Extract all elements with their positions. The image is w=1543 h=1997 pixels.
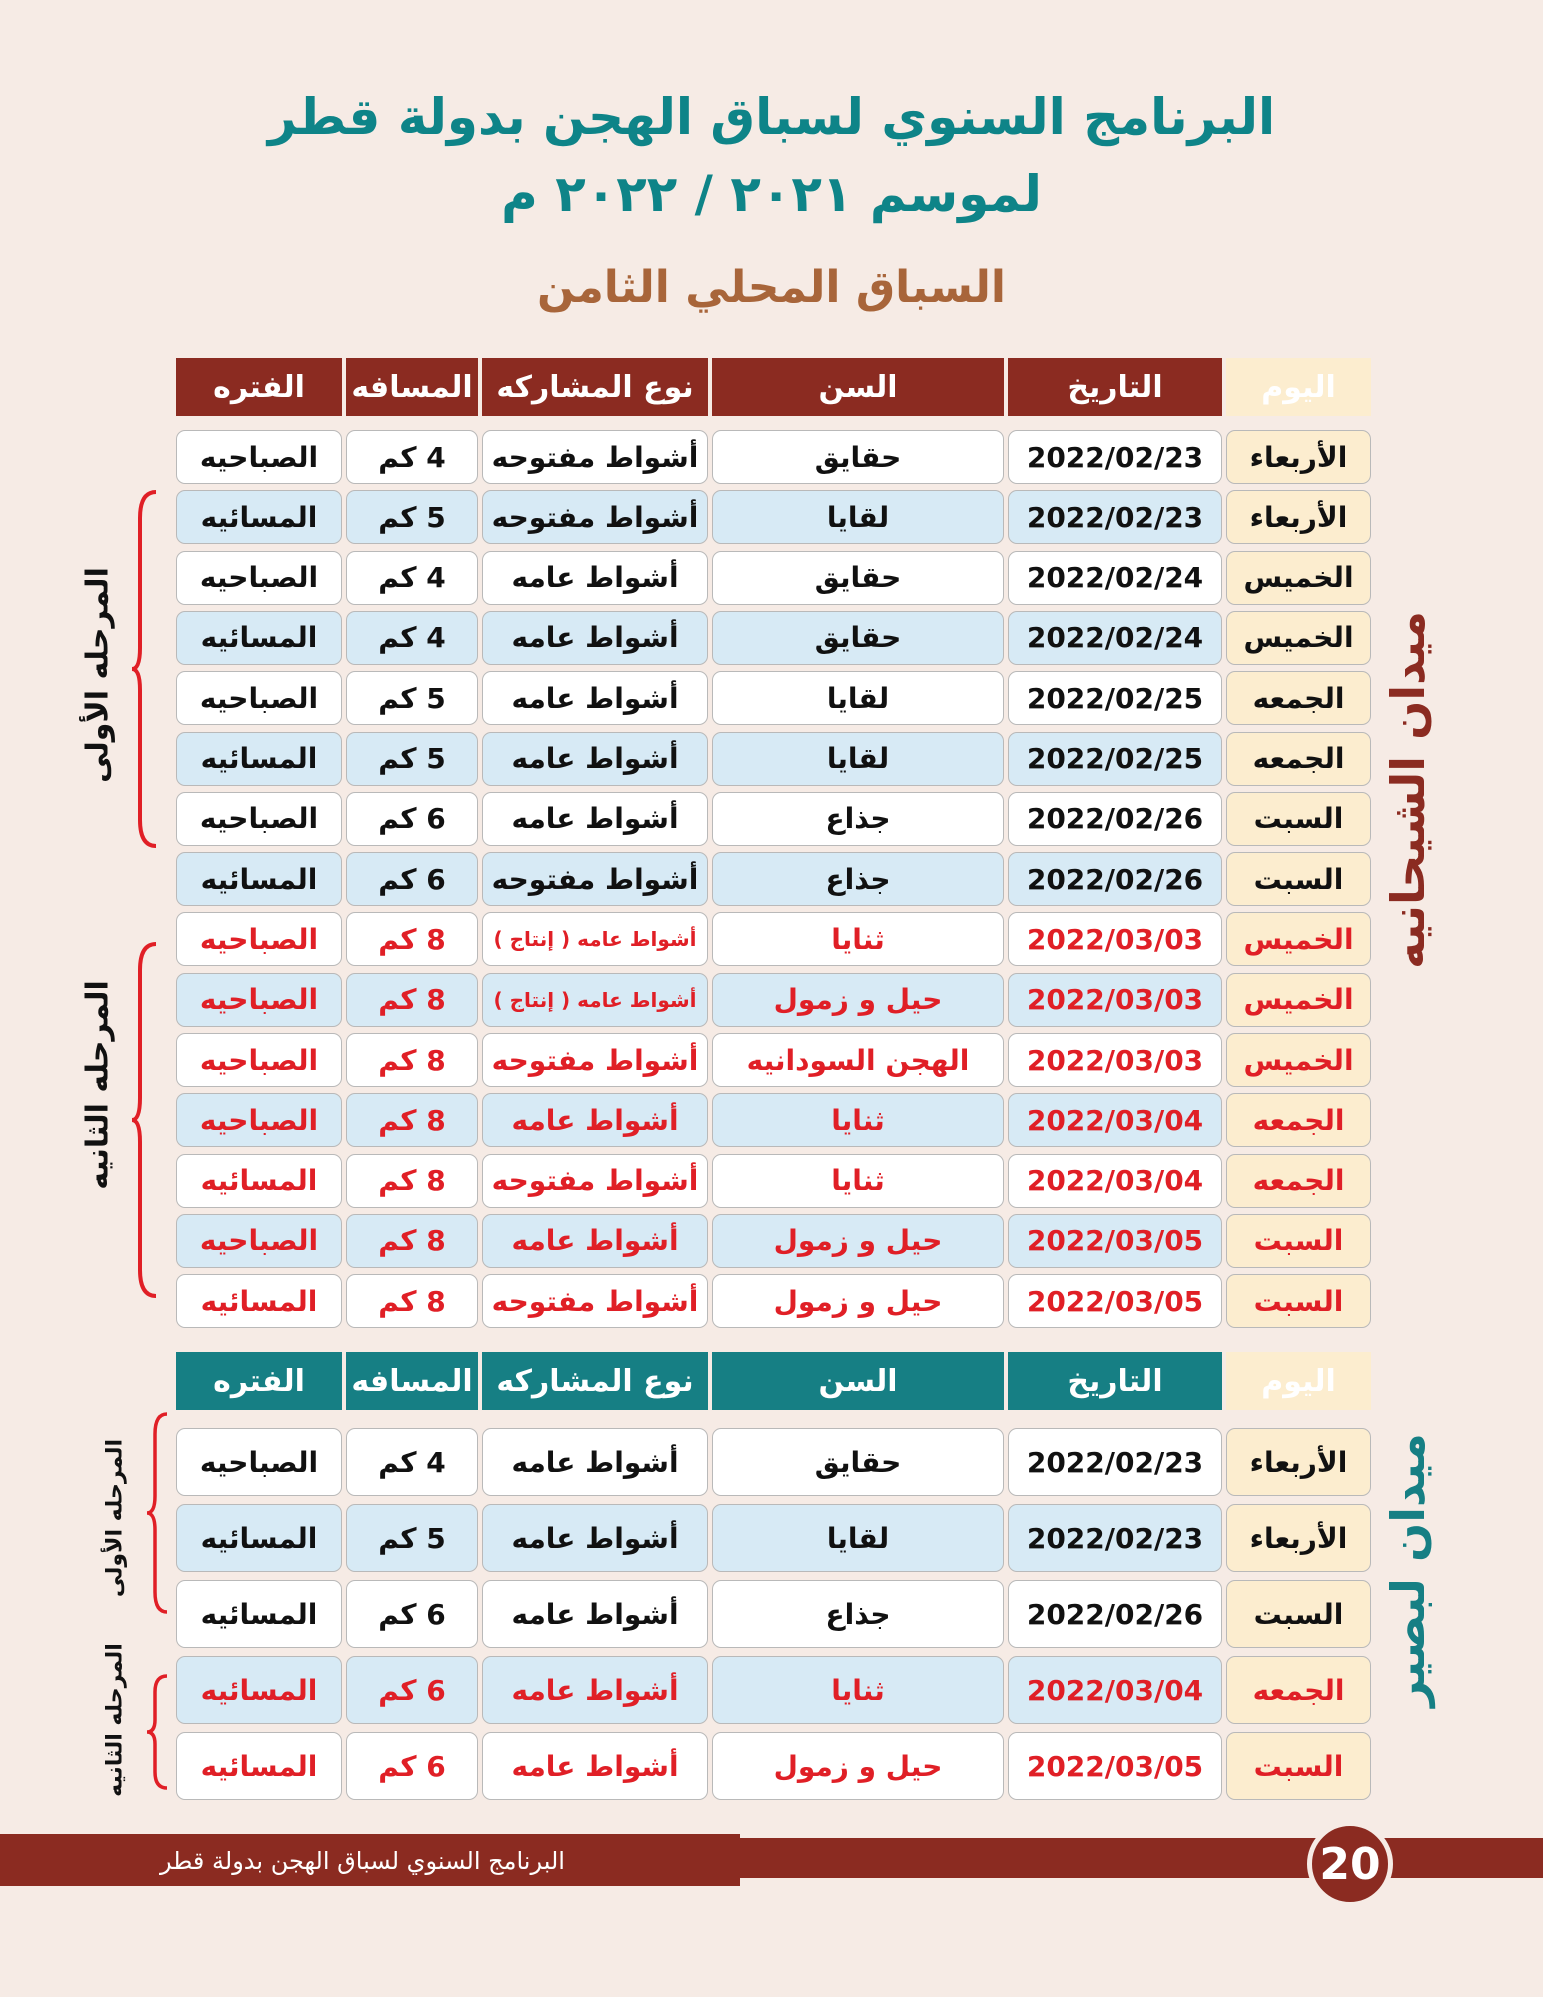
venue-label-lebsair: ميدان لبصير [1381, 1433, 1435, 1707]
cell-day: السبت [1226, 1580, 1371, 1648]
cell-type: أشواط عامه [482, 611, 708, 665]
cell-day: الخميس [1226, 973, 1371, 1027]
stage-label-first-table1: المرحله الأولى [80, 567, 116, 783]
cell-date: 2022/03/04 [1008, 1656, 1222, 1724]
cell-day: السبت [1226, 852, 1371, 906]
cell-distance: 6 كم [346, 852, 478, 906]
page-number: 20 [1307, 1821, 1393, 1907]
cell-age: جذاع [712, 1580, 1004, 1648]
cell-period: المسائيه [176, 732, 342, 786]
cell-distance: 8 كم [346, 1033, 478, 1087]
table-row [176, 912, 1371, 966]
cell-type: أشواط مفتوحه [482, 1154, 708, 1208]
column-header-distance: المسافه [346, 1352, 478, 1410]
cell-distance: 5 كم [346, 1504, 478, 1572]
cell-period: المسائيه [176, 1580, 342, 1648]
cell-type: أشواط مفتوحه [482, 852, 708, 906]
stage-brace-first-table1 [130, 488, 160, 850]
table-row [176, 973, 1371, 1027]
cell-type: أشواط مفتوحه [482, 1274, 708, 1328]
cell-age: ثنايا [712, 1093, 1004, 1147]
cell-distance: 5 كم [346, 671, 478, 725]
cell-date: 2022/03/03 [1008, 1033, 1222, 1087]
schedule-table-lebsair [176, 1352, 1371, 1812]
cell-age: حيل و زمول [712, 1214, 1004, 1268]
cell-type: أشواط عامه [482, 1580, 708, 1648]
column-header-age: السن [712, 358, 1004, 416]
cell-age: جذاع [712, 852, 1004, 906]
cell-distance: 6 كم [346, 792, 478, 846]
cell-date: 2022/02/26 [1008, 1580, 1222, 1648]
cell-date: 2022/03/04 [1008, 1093, 1222, 1147]
table-row [176, 732, 1371, 786]
cell-type: أشواط عامه ( إنتاج ) [482, 973, 708, 1027]
cell-age: جذاع [712, 792, 1004, 846]
cell-day: الأربعاء [1226, 490, 1371, 544]
column-header-type: نوع المشاركه [482, 358, 708, 416]
table-row [176, 490, 1371, 544]
stage-label-second-table1: المرحله الثانيه [80, 980, 116, 1190]
column-header-distance: المسافه [346, 358, 478, 416]
cell-date: 2022/02/24 [1008, 611, 1222, 665]
cell-type: أشواط عامه [482, 671, 708, 725]
cell-period: الصباحيه [176, 430, 342, 484]
cell-day: الأربعاء [1226, 430, 1371, 484]
cell-type: أشواط مفتوحه [482, 490, 708, 544]
cell-distance: 6 كم [346, 1656, 478, 1724]
cell-distance: 8 كم [346, 912, 478, 966]
cell-day: الأربعاء [1226, 1428, 1371, 1496]
cell-age: لقايا [712, 671, 1004, 725]
cell-type: أشواط عامه [482, 1214, 708, 1268]
cell-day: الجمعه [1226, 1656, 1371, 1724]
table-row [176, 671, 1371, 725]
cell-day: السبت [1226, 792, 1371, 846]
cell-period: الصباحيه [176, 1093, 342, 1147]
cell-type: أشواط عامه [482, 732, 708, 786]
cell-period: المسائيه [176, 1274, 342, 1328]
table-row [176, 611, 1371, 665]
stage-label-first-table2: المرحله الأولى [102, 1438, 128, 1598]
cell-type: أشواط عامه [482, 1428, 708, 1496]
table-row [176, 1580, 1371, 1648]
cell-age: لقايا [712, 1504, 1004, 1572]
table-row [176, 1656, 1371, 1724]
cell-age: حقايق [712, 551, 1004, 605]
cell-distance: 4 كم [346, 611, 478, 665]
table-row [176, 852, 1371, 906]
cell-period: الصباحيه [176, 1033, 342, 1087]
cell-period: الصباحيه [176, 792, 342, 846]
cell-age: حقايق [712, 611, 1004, 665]
cell-age: ثنايا [712, 1656, 1004, 1724]
cell-period: المسائيه [176, 611, 342, 665]
table-row [176, 1154, 1371, 1208]
table-row [176, 1214, 1371, 1268]
cell-day: الخميس [1226, 551, 1371, 605]
cell-distance: 4 كم [346, 1428, 478, 1496]
stage-label-second-table2: المرحله الثانيه [102, 1643, 128, 1797]
cell-period: المسائيه [176, 1154, 342, 1208]
cell-period: الصباحيه [176, 973, 342, 1027]
table-row [176, 792, 1371, 846]
cell-period: الصباحيه [176, 912, 342, 966]
cell-period: الصباحيه [176, 1214, 342, 1268]
cell-date: 2022/02/24 [1008, 551, 1222, 605]
column-header-age: السن [712, 1352, 1004, 1410]
cell-age: الهجن السودانيه [712, 1033, 1004, 1087]
cell-distance: 8 كم [346, 1093, 478, 1147]
cell-distance: 8 كم [346, 1274, 478, 1328]
cell-date: 2022/03/03 [1008, 912, 1222, 966]
cell-period: الصباحيه [176, 671, 342, 725]
column-header-period: الفتره [176, 1352, 342, 1410]
cell-period: المسائيه [176, 490, 342, 544]
cell-age: ثنايا [712, 912, 1004, 966]
cell-age: حيل و زمول [712, 1732, 1004, 1800]
cell-day: الخميس [1226, 912, 1371, 966]
cell-period: المسائيه [176, 1504, 342, 1572]
table-row [176, 1732, 1371, 1800]
table-row [176, 430, 1371, 484]
cell-type: أشواط عامه [482, 1656, 708, 1724]
cell-type: أشواط عامه ( إنتاج ) [482, 912, 708, 966]
cell-period: الصباحيه [176, 1428, 342, 1496]
cell-distance: 4 كم [346, 551, 478, 605]
cell-period: الصباحيه [176, 551, 342, 605]
column-header-period: الفتره [176, 358, 342, 416]
footer-text: البرنامج السنوي لسباق الهجن بدولة قطر [160, 1847, 565, 1875]
cell-day: الخميس [1226, 611, 1371, 665]
column-header-day: اليوم [1226, 358, 1371, 416]
column-header-date: التاريخ [1008, 358, 1222, 416]
column-header-type: نوع المشاركه [482, 1352, 708, 1410]
column-header-day: اليوم [1226, 1352, 1371, 1410]
table-row [176, 1093, 1371, 1147]
cell-age: حيل و زمول [712, 973, 1004, 1027]
schedule-table-shahaniya [176, 358, 1371, 1338]
cell-date: 2022/02/23 [1008, 1504, 1222, 1572]
stage-brace-second-table2 [145, 1672, 169, 1792]
cell-type: أشواط عامه [482, 792, 708, 846]
cell-type: أشواط عامه [482, 551, 708, 605]
cell-date: 2022/03/05 [1008, 1274, 1222, 1328]
cell-day: الجمعه [1226, 1154, 1371, 1208]
stage-brace-second-table1 [130, 940, 160, 1300]
cell-distance: 8 كم [346, 1214, 478, 1268]
table-header-row [176, 358, 1371, 416]
venue-label-shahaniya: ميدان الشيحانيه [1381, 611, 1435, 969]
cell-date: 2022/03/04 [1008, 1154, 1222, 1208]
cell-type: أشواط مفتوحه [482, 430, 708, 484]
cell-age: لقايا [712, 732, 1004, 786]
cell-day: الجمعه [1226, 732, 1371, 786]
cell-distance: 4 كم [346, 430, 478, 484]
cell-date: 2022/02/23 [1008, 490, 1222, 544]
cell-type: أشواط عامه [482, 1093, 708, 1147]
cell-date: 2022/03/05 [1008, 1214, 1222, 1268]
cell-distance: 6 كم [346, 1732, 478, 1800]
cell-date: 2022/02/25 [1008, 671, 1222, 725]
cell-date: 2022/02/25 [1008, 732, 1222, 786]
cell-distance: 5 كم [346, 732, 478, 786]
cell-day: الجمعه [1226, 671, 1371, 725]
cell-type: أشواط عامه [482, 1732, 708, 1800]
cell-distance: 8 كم [346, 973, 478, 1027]
cell-day: الخميس [1226, 1033, 1371, 1087]
cell-distance: 8 كم [346, 1154, 478, 1208]
cell-type: أشواط عامه [482, 1504, 708, 1572]
cell-day: الأربعاء [1226, 1504, 1371, 1572]
cell-date: 2022/03/03 [1008, 973, 1222, 1027]
cell-date: 2022/02/26 [1008, 792, 1222, 846]
table-row [176, 1274, 1371, 1328]
cell-period: المسائيه [176, 1732, 342, 1800]
cell-day: السبت [1226, 1732, 1371, 1800]
cell-age: حقايق [712, 430, 1004, 484]
column-header-date: التاريخ [1008, 1352, 1222, 1410]
cell-date: 2022/02/23 [1008, 1428, 1222, 1496]
cell-date: 2022/02/26 [1008, 852, 1222, 906]
page-title: البرنامج السنوي لسباق الهجن بدولة قطر [267, 88, 1276, 146]
cell-date: 2022/03/05 [1008, 1732, 1222, 1800]
stage-brace-first-table2 [145, 1410, 169, 1616]
season-title: لموسم ٢٠٢١ / ٢٠٢٢ م [501, 165, 1042, 223]
cell-age: حقايق [712, 1428, 1004, 1496]
cell-age: لقايا [712, 490, 1004, 544]
cell-day: السبت [1226, 1274, 1371, 1328]
race-subtitle: السباق المحلي الثامن [536, 262, 1007, 313]
cell-age: ثنايا [712, 1154, 1004, 1208]
cell-period: المسائيه [176, 852, 342, 906]
cell-distance: 5 كم [346, 490, 478, 544]
cell-day: السبت [1226, 1214, 1371, 1268]
cell-type: أشواط مفتوحه [482, 1033, 708, 1087]
cell-age: حيل و زمول [712, 1274, 1004, 1328]
table-row [176, 1033, 1371, 1087]
cell-distance: 6 كم [346, 1580, 478, 1648]
table-row [176, 1504, 1371, 1572]
table-row [176, 551, 1371, 605]
cell-day: الجمعه [1226, 1093, 1371, 1147]
cell-date: 2022/02/23 [1008, 430, 1222, 484]
table-header-row [176, 1352, 1371, 1410]
table-row [176, 1428, 1371, 1496]
cell-period: المسائيه [176, 1656, 342, 1724]
